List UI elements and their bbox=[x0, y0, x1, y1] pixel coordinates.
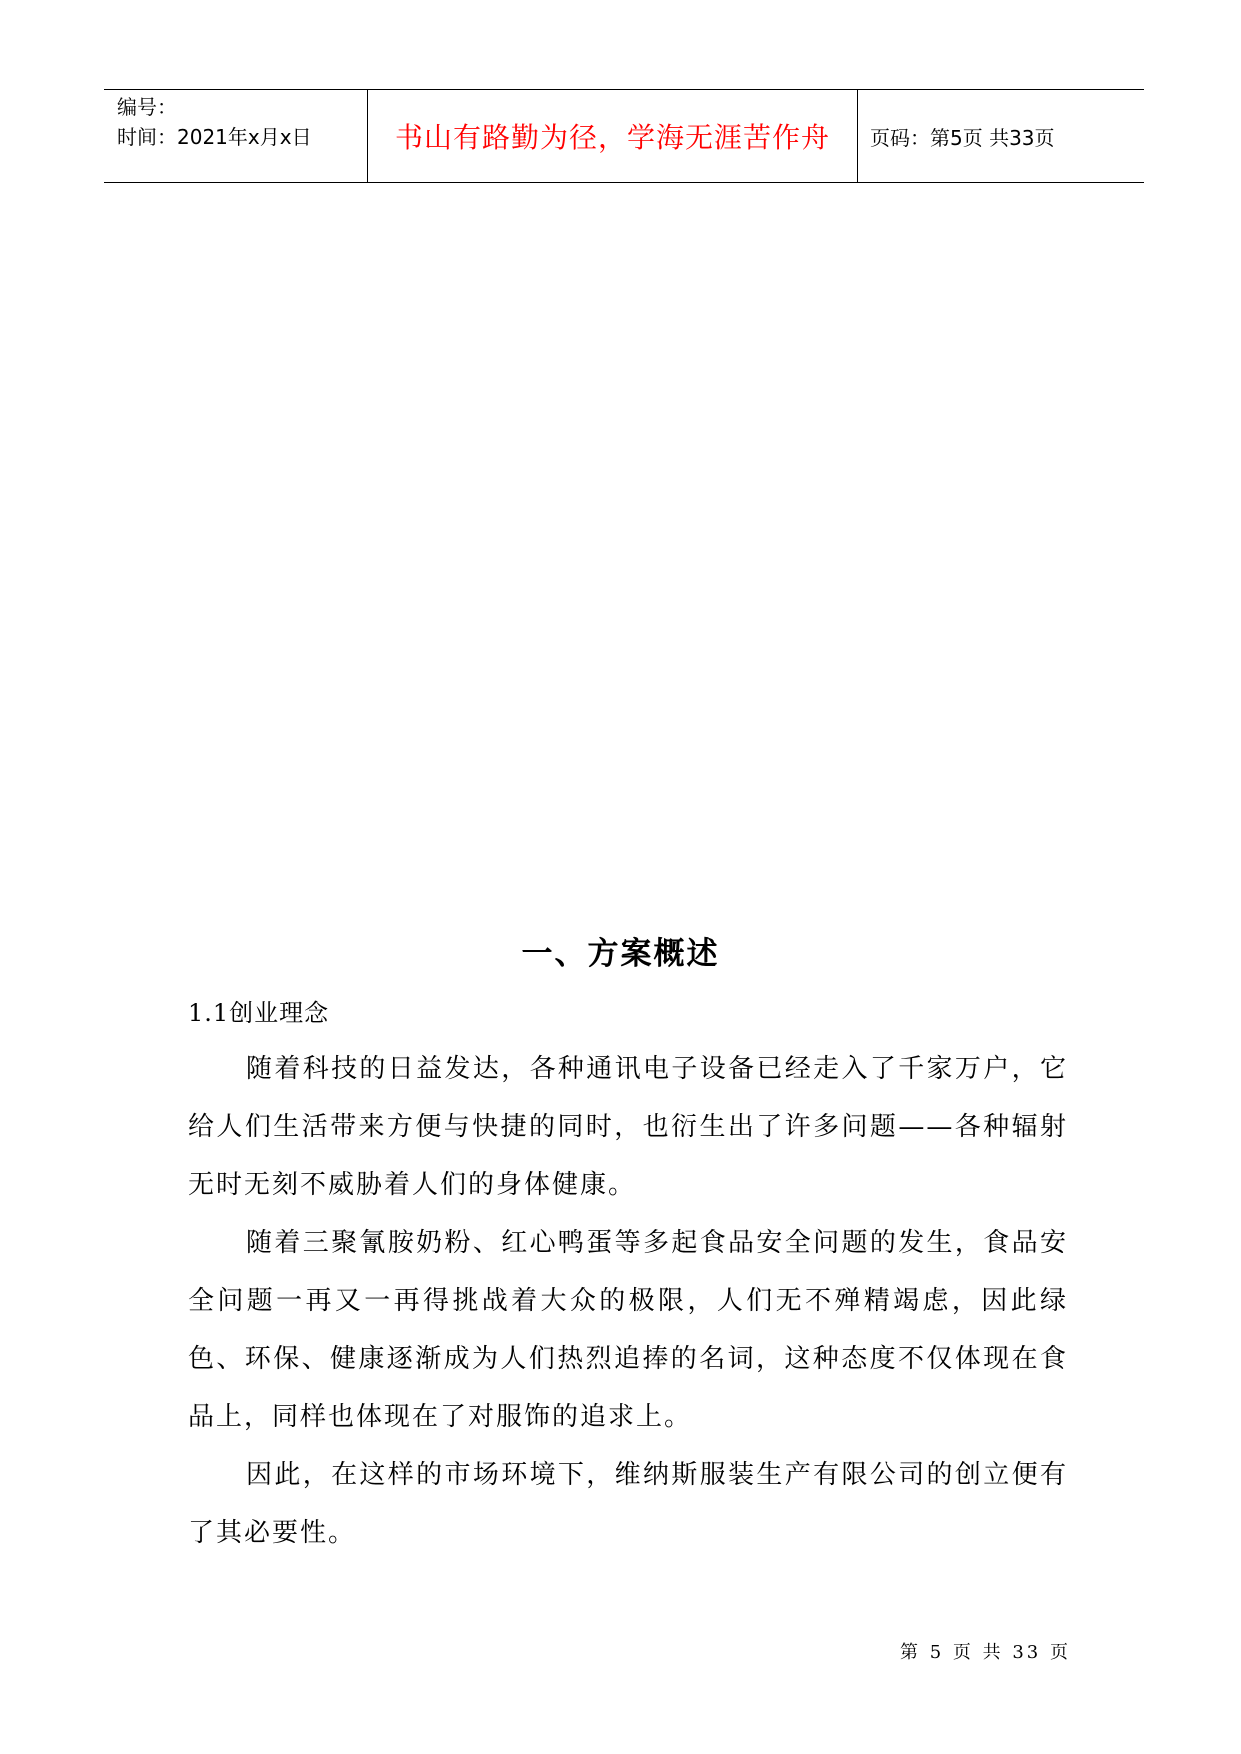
header-page-cell bbox=[858, 90, 1144, 182]
body-paragraph: 因此，在这样的市场环境下，维纳斯服装生产有限公司的创立便有了其必要性。 bbox=[188, 1460, 1068, 1548]
page-footer: 第 5 页 共 33 页 bbox=[900, 1642, 1071, 1663]
section-body bbox=[188, 1040, 1068, 1562]
header-page-label: 页码：第5页 共33页 bbox=[870, 125, 1055, 150]
body-paragraph: 随着三聚氰胺奶粉、红心鸭蛋等多起食品安全问题的发生，食品安全问题一再又一再得挑战着大众的极限，人们无不殚精竭虑，因此绿色、环保、健康逐渐成为人们热烈追捧的名词，这种态度不仅体现在食品上，同样也体现在了对服饰的追求上。 bbox=[188, 1228, 1068, 1432]
header-info-cell bbox=[104, 90, 368, 182]
body-paragraph: 随着科技的日益发达，各种通讯电子设备已经走入了千家万户，它给人们生活带来方便与快捷的同时，也衍生出了许多问题——各种辐射无时无刻不威胁着人们的身体健康。 bbox=[188, 1054, 1068, 1200]
section-title: 一、方案概述 bbox=[521, 936, 720, 972]
document-header bbox=[104, 89, 1144, 183]
document-number-label: 编号： bbox=[117, 95, 177, 119]
document-time-label: 时间：2021年x月x日 bbox=[117, 125, 312, 149]
header-motto-cell bbox=[368, 90, 858, 182]
section-subtitle: 1.1创业理念 bbox=[188, 999, 330, 1027]
header-motto: 书山有路勤为径，学海无涯苦作舟 bbox=[394, 121, 830, 154]
